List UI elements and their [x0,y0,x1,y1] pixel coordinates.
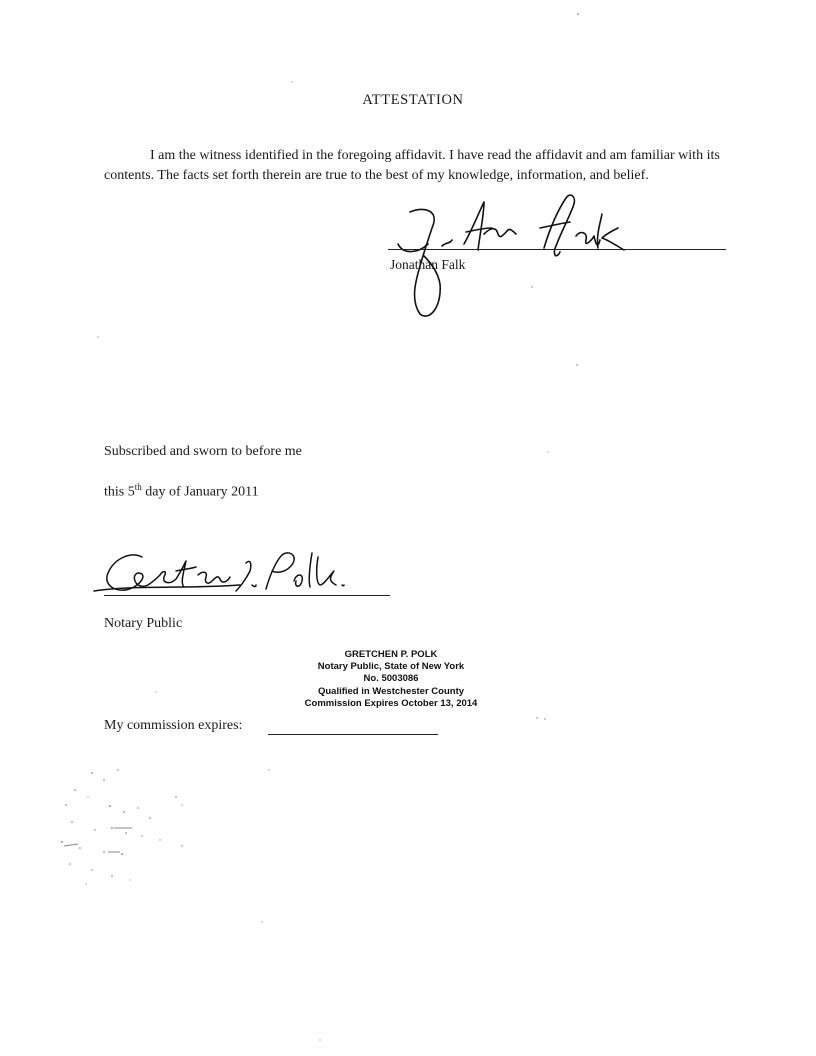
stamp-notary-state: Notary Public, State of New York [317,661,465,673]
stamp-notary-name: GRETCHEN P. POLK [344,649,438,660]
witness-signature-line [388,249,726,250]
attestation-text: I am the witness identified in the foregoing affidavit. I have read the affidavit and am familiar with its contents. The facts set forth therein are true to the best of my knowledge, information, and belief. [104,148,720,183]
notary-stamp [276,649,506,710]
commission-expires-blank [268,734,438,735]
witness-name: Jonathan Falk [390,257,466,272]
sworn-date-suffix: day of January 2011 [141,484,259,500]
attestation-paragraph [104,146,744,186]
sworn-line-1: Subscribed and sworn to before me [104,444,302,459]
document-title: ATTESTATION [362,92,464,108]
stamp-commission-expiry: Commission Expires October 13, 2014 [304,697,478,709]
sworn-line-2 [104,482,259,501]
stamp-notary-county: Qualified in Westchester County [317,685,465,697]
sworn-date-prefix: this 5 [104,484,135,500]
notary-signature-line [104,595,390,596]
notary-signature [90,545,360,605]
commission-expires-label: My commission expires: [104,718,243,733]
sworn-date-ordinal: th [134,482,142,492]
notary-public-label: Notary Public [104,616,183,631]
stamp-notary-number: No. 5003086 [363,673,419,685]
witness-signature [380,188,640,320]
